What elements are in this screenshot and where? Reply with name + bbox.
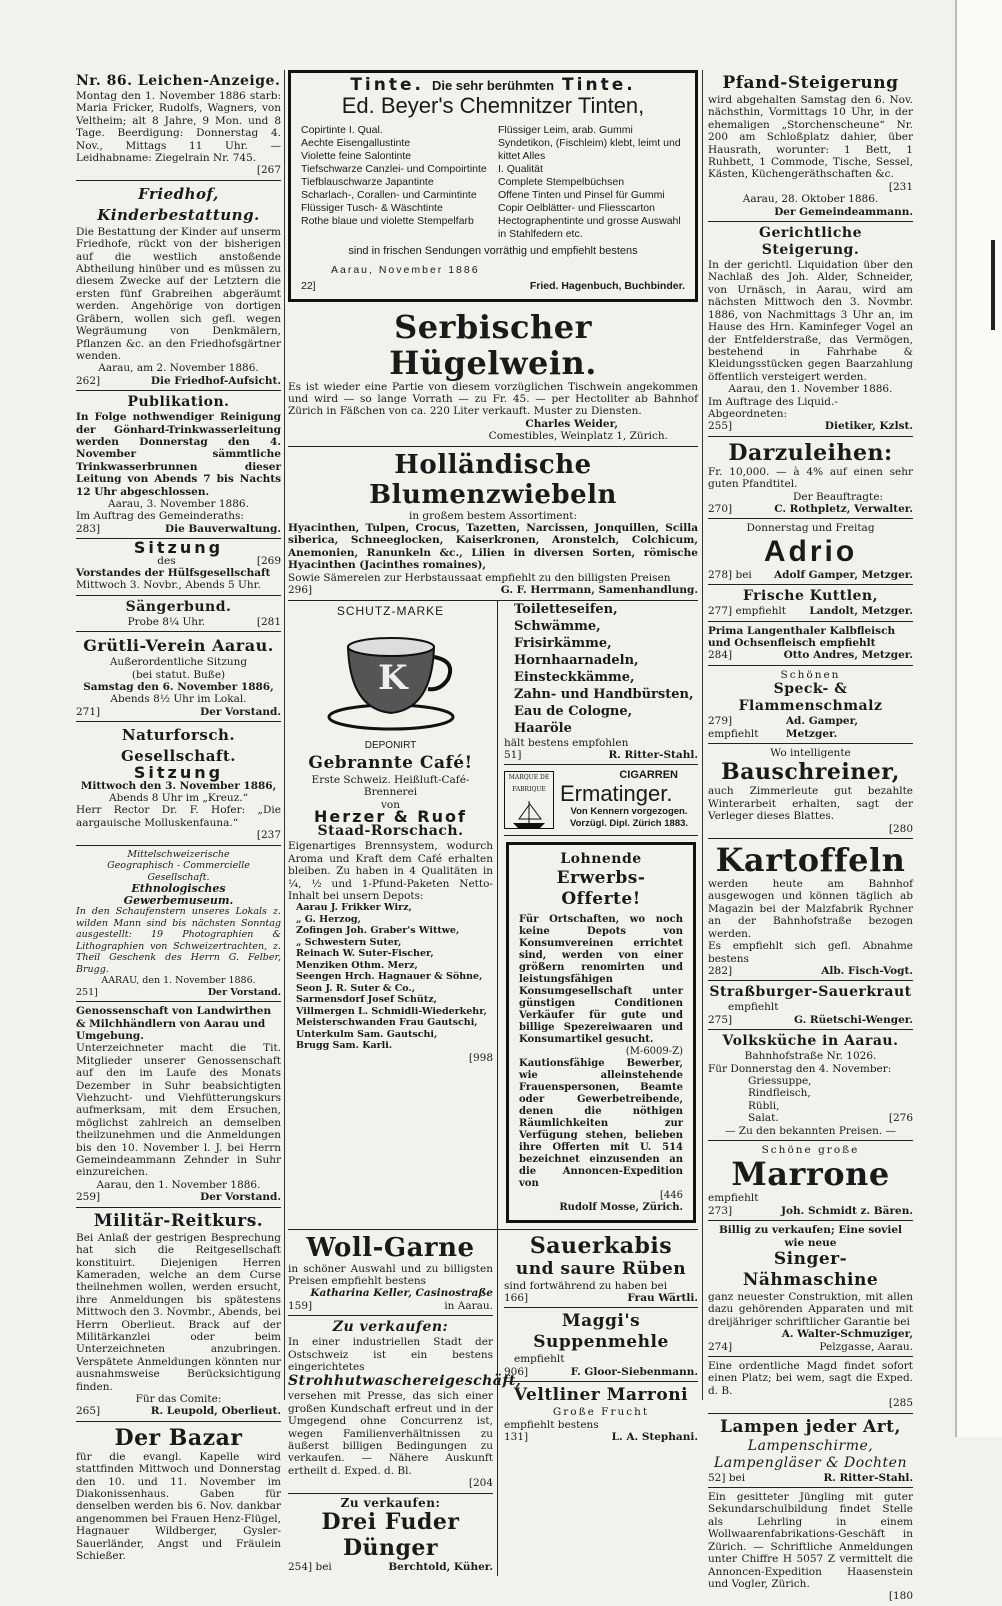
singer-sig: A. Walter-Schmuziger, — [781, 1328, 913, 1341]
museum-num: 251] — [76, 986, 98, 998]
publikation-title: Publikation. — [127, 394, 230, 411]
speck-pre: Schönen — [780, 668, 841, 681]
marrone-pre: Schöne große — [761, 1143, 860, 1156]
veltliner-line1: Große Frucht — [552, 1406, 650, 1419]
pfand-date: Aarau, 28. Oktober 1886. — [742, 193, 879, 206]
genossenschaft-num: 259] — [76, 1191, 101, 1204]
ad-kartoffeln — [708, 839, 913, 981]
ad-publikation — [76, 391, 281, 539]
bauschreiner-title: Bauschreiner, — [721, 759, 900, 786]
kalbfleisch-text: Prima Langenthaler Kalbfleisch und Ochsenfleisch empfiehlt — [708, 624, 896, 649]
ad-sitzung-huelfsgesellschaft — [76, 539, 281, 596]
depot-item: Seon J. R. Suter & Co., — [296, 982, 416, 994]
menu-item: Rübli, — [748, 1099, 780, 1112]
cafe-line2: von — [380, 798, 401, 811]
tinte-item: Tiefschwarze Canzlei- und Compoirtinte — [301, 163, 487, 176]
darlehen-sig: C. Rothpletz, Verwalter. — [774, 502, 913, 515]
lampen-title: Lampen jeder Art, — [720, 1416, 901, 1437]
depot-item: Unterkulm Sam. Gautschi, — [296, 1028, 438, 1040]
depot-item: Sarmensdorf Josef Schütz, — [296, 994, 437, 1006]
saenger-line: Probe 8¼ Uhr. — [127, 615, 206, 628]
genossenschaft-date: Aarau, den 1. November 1886. — [96, 1178, 261, 1191]
adrio-bei: bei — [735, 568, 752, 581]
tinte-item: Scharlach-, Corallen- und Carmintinte — [301, 189, 477, 202]
kuttlen-num: 277] — [708, 605, 733, 618]
blumen-line: in großem bestem Assortiment: — [408, 509, 578, 522]
tinte-item: Copir Oelblätter- und Fliesscarton — [498, 202, 655, 215]
publikation-sig: Die Bauverwaltung. — [164, 522, 281, 535]
leichen-text: Montag den 1. November 1886 starb: Maria Fricker, Rudolfs, Wagners, von Veltheim; alt 8 Jahre, 9 Mon. und 8 Tage. Beerdigung: Donnerstag 4. Nov., Mittags 11 Uhr. — Leidhabname: Ziegelrain Nr. 745. — [76, 90, 281, 165]
ad-gericht — [708, 222, 913, 437]
volkskueche-title: Volksküche in Aarau. — [722, 1033, 899, 1050]
sitzung1-line3: Mittwoch 3. Novbr., Abends 5 Uhr. — [76, 579, 261, 592]
cigarren-label: CIGARREN — [619, 769, 678, 782]
depot-item: Menziken Othm. Merz, — [296, 959, 418, 971]
toilette-item: Toiletteseifen, — [514, 601, 618, 617]
ad-kuttlen — [708, 585, 913, 621]
menu-item: Rindfleisch, — [748, 1087, 811, 1100]
schutzmarke-sub: DEPONIRT — [364, 740, 417, 752]
toilette-num: 51] — [504, 748, 522, 761]
singer-pre: Billig zu verkaufen; Eine soviel wie neue — [718, 1224, 903, 1249]
adrio-sig: Adolf Gamper, Metzger. — [774, 568, 913, 581]
tinte-sig: Fried. Hagenbuch, Buchbinder. — [529, 280, 685, 293]
ad-lohnende — [506, 842, 696, 1223]
ad-tinte — [288, 70, 698, 302]
militaer-comite: Für das Comite: — [135, 1392, 222, 1405]
kartoffeln-sig: Alb. Fisch-Vogt. — [821, 964, 913, 977]
volkskueche-num: [276 — [888, 1112, 913, 1125]
column-left — [76, 70, 281, 1565]
duenger-sig: Berchtold, Küher. — [388, 1561, 493, 1574]
friedhof-date: Aarau, am 2. November 1886. — [98, 362, 259, 375]
tinte-date: Aarau, November 1886 — [331, 263, 480, 276]
marrone-num: 273] — [708, 1204, 733, 1217]
leichen-title: Nr. 86. Leichen-Anzeige. — [76, 73, 281, 89]
ad-kalbfleisch — [708, 622, 913, 666]
tinte-item: Hectographentinte und grosse Auswahl in Stahlfedern etc. — [498, 215, 681, 241]
sauerkraut-num: 275] — [708, 1013, 733, 1026]
friedhof-text: Die Bestattung der Kinder auf unserm Friedhofe, rückt von der bisherigen auf die westlich anstoßende Abtheilung hinüber und es müssen zu diesem Zwecke auf der Letztern die ersten fünf Grabreihen abgeräumt werden. Angehörige von dortigen Gräbern, wollen sich gefl. wegen Wegräumung von Denkmälern, Pflanzen &c. an den Friedhofsgärtner wenden. — [76, 225, 281, 362]
friedhof-title: Friedhof, Kinderbestattung. — [97, 184, 260, 224]
ad-naturforsch — [76, 722, 281, 845]
ad-sauerkraut — [708, 981, 913, 1030]
ad-speck — [708, 666, 913, 744]
magd-num: [285 — [888, 1397, 913, 1410]
ad-gruetli — [76, 632, 281, 722]
verkaufen-title: Zu verkaufen: — [332, 1319, 449, 1336]
ad-toilette — [504, 601, 698, 766]
depot-item: Meisterschwanden Frau Gautschi, — [296, 1017, 478, 1029]
museum-title: Ethnologisches Gewerbemuseum. — [123, 882, 234, 907]
cafe-num: [998 — [468, 1051, 493, 1064]
publikation-auftrag: Im Auftrag des Gemeinderaths: — [76, 510, 244, 523]
pfand-title: Pfand-Steigerung — [722, 73, 899, 93]
ad-maggi — [504, 1308, 698, 1382]
blumen-text2: Sowie Sämereien zur Herbstaussaat empfiehlt zu den billigsten Preisen — [288, 571, 671, 584]
schutzmarke-label: SCHUTZ-MARKE — [336, 603, 445, 618]
gruetli-line3: Samstag den 6. November 1886, — [83, 681, 274, 694]
kuttlen-title: Frische Kuttlen, — [742, 588, 878, 605]
cafe-place: Staad-Rorschach. — [317, 823, 464, 840]
kalbfleisch-num: 284] — [708, 649, 733, 662]
lohnende-title1: Lohnende — [560, 850, 642, 867]
tinte-item: Flüssiger Leim, arab. Gummi — [498, 124, 633, 137]
toilette-items — [504, 601, 698, 737]
tinte-item: Tiefblauschwarze Japantinte — [301, 176, 434, 189]
bazar-text: für die evangl. Kapelle wird stattfinden Mittwoch und Donnerstag den 10. und 11. November im Diakonissenhaus. Gaben für denselben werden bis 6. Nov. dankbar angenommen bei Frauen Henz-Flügel, Hagnauer Wildberger, Gysler-Sauerländer, Angst und Fräulein Schießer. — [76, 1450, 281, 1563]
toilette-line: hält bestens empfohlen — [504, 736, 629, 749]
tinte-item: Syndetikon, (Fischleim) klebt, leimt und kittet Alles — [498, 137, 681, 163]
singer-title: Singer-Nähmaschine — [742, 1249, 879, 1290]
serbisch-text: Es ist wieder eine Partie von diesem vorzüglichen Tischwein angekommen und wird — so lange Vorrath — zu Fr. 45. — per Hectoliter ab Bahnhof Zürich in Fäßchen von ca. 220 Liter verkauft. Muster zu Diensten. — [288, 380, 698, 418]
depot-item: Zofingen Joh. Graber's Wittwe, — [296, 925, 460, 937]
bauschreiner-pre: Wo intelligente — [770, 747, 851, 760]
friedhof-sig: Die Friedhof-Aufsicht. — [150, 374, 281, 387]
coffee-cup-logo — [316, 617, 466, 737]
tinte-item: Complete Stempelbüchsen — [498, 176, 625, 189]
sauerkabis-line: sind fortwährend zu haben bei — [504, 1279, 668, 1292]
darlehen-title: Darzuleihen: — [728, 439, 893, 466]
lehrling-num: [180 — [888, 1590, 913, 1603]
genossenschaft-title: Genossenschaft von Landwirthen & Milchhändlern von Aarau und Umgebung. — [76, 1005, 272, 1042]
cigarren-marque — [504, 771, 554, 829]
gericht-sig: Dietiker, Kzlst. — [824, 420, 913, 433]
ad-veltliner — [504, 1382, 698, 1446]
gruetli-title: Grütli-Verein Aarau. — [83, 636, 274, 656]
toilette-item: Schwämme, — [514, 618, 601, 634]
cafe-title: Gebrannte Café! — [308, 752, 473, 773]
tinte-left-list — [301, 124, 488, 241]
ad-singer — [708, 1221, 913, 1357]
gericht-auftrag: Im Auftrage des Liquid.-Abgeordneten: — [708, 395, 838, 420]
sauerkabis-title1: Sauerkabis — [529, 1232, 673, 1259]
verkaufen-num: [204 — [468, 1477, 493, 1490]
cafe-firm: Herzer & Ruof — [314, 806, 467, 826]
duenger-big: Drei Fuder Dünger — [321, 1509, 460, 1562]
naturforsch-title: Naturforsch. Gesellschaft. — [120, 726, 237, 766]
adrio-title: Adrio — [763, 534, 858, 568]
speck-num: 279] — [708, 715, 733, 728]
sauerkraut-line: empfiehlt — [728, 1001, 779, 1014]
naturforsch-num: [237 — [256, 829, 281, 842]
edge-mark — [991, 300, 995, 330]
maggi-line: empfiehlt — [514, 1353, 565, 1366]
tinte-title-mid: Die sehr berühmten — [431, 78, 555, 93]
blumen-num: 296] — [288, 584, 313, 597]
magd-text: Eine ordentliche Magd findet sofort einen Platz; bei wem, sagt die Exped. d. B. — [708, 1360, 913, 1397]
singer-place: Pelzgasse, Aarau. — [819, 1340, 913, 1353]
menu-item: Griessuppe, — [748, 1074, 812, 1087]
verkaufen-text: versehen mit Presse, das sich einer großen Kundschaft erfreut und in der Umgegend ohne Concurrenz ist, wegen Familienverhältnissen zu äußerst billigen Bedingungen zu verkaufen. — Nähere Auskunft ertheilt d. Exped. d. Bl. — [288, 1390, 493, 1477]
museum-text: In den Schaufenstern unseres Lokals z. wilden Mann sind bis nächsten Sonntag ausgestellt: 19 Photographien & Lithographien von Schweizertrachten, z. Theil Geschenk des Herrn G. Felber, Brugg. — [76, 906, 281, 975]
toilette-item: Einsteckkämme, — [514, 669, 635, 685]
speck-sig: Ad. Gamper, Metzger. — [785, 715, 859, 740]
ad-adrio — [708, 519, 913, 585]
ad-wolle — [288, 1230, 493, 1317]
cigarren-name: Ermatinger. — [560, 780, 673, 806]
veltliner-sig: L. A. Stephani. — [611, 1430, 698, 1443]
naturforsch-line1: Mittwoch den 3. November 1886, — [80, 779, 277, 792]
sitzung1-line1: des — [157, 554, 176, 567]
toilette-item: Frisirkämme, — [514, 635, 612, 651]
tinte-num: 22] — [301, 280, 316, 293]
tinte-title-right: Tinte. — [562, 75, 636, 95]
museum-line1: Mittelschweizerische — [127, 848, 230, 860]
gericht-date: Aarau, den 1. November 1886. — [728, 383, 893, 396]
toilette-item: Eau de Cologne, — [514, 703, 633, 719]
volkskueche-line1: Bahnhofstraße Nr. 1026. — [744, 1050, 877, 1063]
cigarren-marque-label: MARQUE DE FABRIQUE — [508, 773, 550, 794]
col2-right-sub — [498, 601, 698, 1229]
verkaufen-big: Strohhutwaschereigeschäft, — [288, 1373, 522, 1390]
tinte-item: Offene Tinten und Pinsel für Gummi — [498, 189, 665, 202]
sauerkabis-title2: und saure Rüben — [515, 1258, 687, 1279]
darlehen-auftrag: Der Beauftragte: — [792, 490, 883, 503]
svg-text:K: K — [377, 657, 408, 698]
column-rule — [702, 70, 703, 1400]
blumen-text: Hyacinthen, Tulpen, Crocus, Tazetten, Narcissen, Jonquillen, Scilla siberica, Schneeglocken, Kaiserkronen, Aronstelch, Colchicum, Anemonien, Ranunkeln &c., Lilien in diversen Sorten, römische Hyacinthen (Jacinthes romaines), — [288, 522, 698, 572]
maggi-num: 906] — [504, 1365, 529, 1378]
duenger-title: Zu verkaufen: — [340, 1495, 441, 1510]
militaer-sig: R. Leupold, Oberlieut. — [150, 1405, 281, 1418]
ad-bauschreiner — [708, 744, 913, 839]
darlehen-text: Fr. 10,000. — à 4% auf einen sehr guten Pfandtitel. — [708, 465, 913, 491]
kalbfleisch-sig: Otto Andres, Metzger. — [783, 649, 913, 662]
bauschreiner-num: [280 — [888, 822, 913, 835]
kuttlen-sig: Landolt, Metzger. — [809, 605, 913, 618]
lohnende-sig: Rudolf Mosse, Zürich. — [559, 1201, 683, 1213]
lohnende-num: [446 — [660, 1189, 683, 1201]
adrio-line: Donnerstag und Freitag — [746, 522, 875, 535]
saenger-title: Sängerbund. — [125, 598, 232, 615]
naturforsch-sitzung: Sitzung — [133, 763, 224, 783]
depot-item: „ Schwestern Suter, — [296, 936, 402, 948]
lampen-line2: Lampengläser & Dochten — [714, 1454, 907, 1471]
ad-duenger — [288, 1494, 493, 1577]
pfand-num: [231 — [888, 180, 913, 193]
tinte-right-list — [498, 124, 685, 241]
museum-date: AARAU, den 1. November 1886. — [101, 975, 256, 987]
gruetli-line2: (bei statut. Buße) — [131, 668, 226, 681]
lampen-line1: Lampenschirme, — [747, 1437, 874, 1454]
publikation-date: Aarau, 3. November 1886. — [108, 497, 249, 510]
naturforsch-line2: Abends 8 Uhr im „Kreuz.“ — [109, 792, 248, 805]
lohnende-text2: Kautionsfähige Bewerber, wie alleinstehende Frauenspersonen, Beamte oder Gewerbetreibende, denen die nöthigen Räumlichkeiten zur Verfügung stehen, belieben ihre Offerten mit U. 514 bezeichnet einzusenden an die Annoncen-Expedition von — [519, 1057, 683, 1189]
gericht-num: 255] — [708, 420, 733, 433]
marrone-line: empfiehlt — [708, 1192, 759, 1205]
wolle-title: Woll-Garne — [306, 1232, 475, 1263]
lohnende-code: (M-6009-Z) — [625, 1045, 683, 1057]
wolle-sig: Katharina Keller, Casinostraße — [310, 1287, 493, 1300]
kartoffeln-text2: Es empfiehlt sich gefl. Abnahme bestens — [708, 940, 913, 965]
ad-pfand — [708, 70, 913, 222]
depot-item: Reinach W. Suter-Fischer, — [296, 948, 434, 960]
kartoffeln-text: werden heute am Bahnhof ausgewogen und können täglich ab Magazin bei der Malzfabrik Rychner an der Bahnhofstraße bezogen werden. — [708, 878, 913, 940]
cafe-text: Eigenartiges Brennsystem, wodurch Aroma und Kraft dem Café erhalten bleiben. Zu haben in 4 Qualitäten in ¼, ½ und 1-Pfund-Paketen Netto-Inhalt bei unsern Depots: — [288, 840, 493, 902]
lohnende-title2: Erwerbs-Offerte! — [556, 867, 646, 909]
sauerkraut-sig: G. Rüetschi-Wenger. — [793, 1013, 913, 1026]
adjacent-page-edge — [955, 0, 1002, 1437]
pfand-text: wird abgehalten Samstag den 6. Nov. nächsthin, Vormittags 10 Uhr, in der ehemaligen „Storchenscheune“ Nr. 200 am Schloßplatz dahier, über Hausrath, worunter: 1 Bett, 1 Ruhbett, 1 Commode, Tische, Sessel, Kästen, Küchengeräthschaften &c. — [708, 94, 913, 181]
gruetli-line1: Außerordentliche Sitzung — [109, 656, 248, 669]
cafe-line1: Erste Schweiz. Heißluft-Café-Brennerei — [311, 773, 470, 799]
column-rule — [284, 70, 285, 1400]
ad-bazar — [76, 1422, 281, 1566]
gericht-text: In der gerichtl. Liquidation über den Nachlaß des Joh. Alder, Schneider, von Urnäsch, in Aarau, wird am nächsten Mittwoch den 3. Novmbr. 1886, von Nachmittags 3 Uhr an, im Hause des Hrn. Kaminfeger Vogel an der Entfelderstraße, das Vermögen, bestehend in Fahrhabe & Kleidungsstücken gegen Baarzahlung öffentlich versteigert werden. — [708, 259, 913, 383]
ad-lehrling — [708, 1488, 913, 1606]
kartoffeln-title: Kartoffeln — [715, 841, 906, 880]
leichen-num: [267 — [256, 164, 281, 177]
serbisch-title: Serbischer Hügelwein. — [389, 307, 597, 382]
depot-item: Villmergen L. Schmidli-Wiederkehr, — [296, 1005, 487, 1017]
tinte-item: Copirtinte I. Qual. — [301, 124, 383, 137]
veltliner-num: 131] — [504, 1430, 529, 1443]
ad-lampen — [708, 1414, 913, 1488]
cafe-depots — [288, 902, 493, 1052]
sitzung1-title: Sitzung — [133, 538, 224, 558]
speck-title: Speck- & Flammenschmalz — [738, 681, 883, 715]
wolle-text: in schöner Auswahl und zu billigsten Preisen empfiehlt bestens — [288, 1262, 493, 1287]
speck-line: empfiehlt — [708, 727, 759, 740]
publikation-num: 283] — [76, 522, 101, 535]
blumen-title: Holländische Blumenzwiebeln — [369, 449, 617, 510]
singer-text: ganz neuester Construktion, mit allen dazu gehörenden Apparaten und mit dreijähriger schriftlicher Garantie bei — [708, 1291, 913, 1328]
tinte-title-left: Tinte. — [350, 75, 424, 95]
friedhof-num: 262] — [76, 374, 101, 387]
cigarren-line1: Von Kennern vorgezogen. — [570, 805, 688, 817]
blumen-sig: G. F. Herrmann, Samenhandlung. — [500, 584, 698, 597]
genossenschaft-sig: Der Vorstand. — [200, 1191, 281, 1204]
veltliner-title: Veltliner Marroni — [513, 1385, 689, 1406]
ad-saengerbund — [76, 596, 281, 632]
volkskueche-line3: — Zu den bekannten Preisen. — — [724, 1124, 897, 1137]
ad-serbisch — [288, 306, 698, 447]
museum-sig: Der Vorstand. — [207, 986, 281, 998]
marrone-title: Marrone — [731, 1155, 890, 1194]
sitzung1-line2: Vorstandes der Hülfsgesellschaft — [76, 567, 271, 579]
gericht-title: Gerichtliche Steigerung. — [759, 225, 862, 259]
maggi-sig: F. Gloor-Siebenmann. — [570, 1365, 698, 1378]
ad-museum — [76, 846, 281, 1003]
sauerkabis-sig: Frau Wärtli. — [627, 1291, 698, 1304]
duenger-line: bei — [315, 1561, 332, 1574]
sauerkraut-title: Straßburger-Sauerkraut — [709, 984, 912, 1001]
tinte-item: Flüssiger Tusch- & Wäschtinte — [301, 202, 443, 215]
edge-mark — [991, 240, 995, 300]
tinte-item: I. Qualität — [498, 163, 543, 176]
sauerkabis-num: 166] — [504, 1291, 529, 1304]
bauschreiner-text: auch Zimmerleute gut bezahlte Winterarbeit erhalten, sagt der Verleger dieses Blattes. — [708, 785, 913, 823]
ad-sauerkabis — [504, 1230, 698, 1309]
singer-num: 274] — [708, 1340, 733, 1353]
serbisch-sig2: Comestibles, Weinplatz 1, Zürich. — [488, 430, 668, 443]
tinte-item: Rothe blaue und violette Stempelfarb — [301, 215, 474, 228]
wolle-line: in Aarau. — [444, 1299, 493, 1312]
lehrling-text: Ein gesitteter Jüngling mit guter Sekundarschulbildung findet Stelle als Lehrling in einem Wollwaarenfabrikations-Geschäft in Zürich. — Schriftliche Anmeldungen unter Chiffre H 5057 Z vermittelt die Annoncen-Expedition Haasenstein und Vogler, Zürich. — [708, 1491, 913, 1590]
volkskueche-items — [708, 1075, 812, 1125]
depot-item: Seengen Hrch. Hagnauer & Söhne, — [296, 971, 483, 983]
lampen-sig: R. Ritter-Stahl. — [823, 1471, 913, 1484]
militaer-text: Bei Anlaß der gestrigen Besprechung hat sich die Reitgesellschaft konstituirt. Diejenigen Herren Kameraden, welche an dem Curse theilnehmen wollen, werden ersucht, ihre Anmeldungen bis spätestens Mittwoch den 3. Novmbr., Abends, bei Herrn Oberlieut. Brack auf der Militärkanzlei oder beim Unterzeichneten anzubringen. Verspätete Anmeldungen könnten nur ausnahmsweise Berücksichtigung finden. — [76, 1231, 281, 1393]
gruetli-num: 271] — [76, 705, 101, 718]
menu-item: Salat. — [748, 1112, 779, 1125]
ad-magd — [708, 1357, 913, 1414]
ad-friedhof — [76, 181, 281, 391]
ad-cigarren — [504, 765, 698, 835]
schutzmarke — [288, 601, 493, 753]
duenger-num: 254] — [288, 1561, 313, 1574]
ad-cafe — [288, 601, 498, 1229]
maggi-title: Maggi's Suppenmehle — [533, 1311, 669, 1353]
museum-line2: Geographisch - Commercielle Gesellschaft. — [107, 860, 250, 883]
marrone-sig: Joh. Schmidt z. Bären. — [781, 1204, 913, 1217]
adrio-num: 278] — [708, 568, 733, 581]
tinte-item: Aechte Eisengallustinte — [301, 137, 411, 150]
bazar-title: Der Bazar — [114, 1424, 243, 1451]
volkskueche-line2: Für Donnerstag den 4. November: — [708, 1062, 892, 1075]
tinte-heading: Ed. Beyer's Chemnitzer Tinten, — [341, 93, 645, 119]
row-cafe-toilette — [288, 601, 698, 1230]
toilette-item: Zahn- und Handbürsten, — [514, 686, 694, 702]
column-middle — [288, 70, 698, 1576]
ad-militaer — [76, 1208, 281, 1422]
toilette-item: Haaröle — [514, 720, 572, 736]
row-bottom-middle — [288, 1230, 698, 1577]
depot-item: Aarau J. Frikker Wirz, — [296, 902, 412, 914]
saenger-num: [281 — [256, 615, 281, 628]
ship-icon — [509, 797, 549, 833]
lampen-num: 52] — [708, 1471, 726, 1484]
column-right — [708, 70, 913, 1606]
gruetli-sig: Der Vorstand. — [200, 705, 281, 718]
darlehen-num: 270] — [708, 502, 733, 515]
ad-genossenschaft — [76, 1002, 281, 1208]
ad-leichen — [76, 70, 281, 181]
militaer-title: Militär-Reitkurs. — [93, 1210, 264, 1231]
toilette-item: Hornhaarnadeln, — [514, 652, 639, 668]
ad-blumen — [288, 447, 698, 601]
tinte-item: Violette feine Salontinte — [301, 150, 412, 163]
veltliner-line2: empfiehlt bestens — [504, 1418, 599, 1431]
wolle-num: 159] — [288, 1299, 313, 1312]
lampen-bei: bei — [728, 1471, 746, 1484]
tinte-footer: sind in frischen Sendungen vorräthig und empfiehlt bestens — [348, 245, 638, 258]
gruetli-line4: Abends 8½ Uhr im Lokal. — [110, 693, 247, 706]
kuttlen-line: empfiehlt — [735, 605, 786, 618]
ad-volkskueche — [708, 1030, 913, 1141]
depot-item: Brugg Sam. Karli. — [296, 1040, 393, 1052]
kartoffeln-num: 282] — [708, 964, 733, 977]
lohnende-text: Für Ortschaften, wo noch keine Depots von Konsumvereinen errichtet sind, werden von einer größern renomirten und leistungsfähigen Konsumgesellschaft unter günstigen Conditionen Verkäufer für gute und billige Spezereiwaaren und Konsumartikel gesucht. — [519, 913, 683, 1045]
ad-darlehen — [708, 437, 913, 520]
naturforsch-text: Herr Rector Dr. F. Hofer: „Die aargauische Molluskenfauna.“ — [76, 804, 281, 829]
militaer-num: 265] — [76, 1405, 101, 1418]
cigarren-line2: Vorzügl. Dipl. Zürich 1883. — [569, 818, 689, 830]
genossenschaft-text: Unterzeichneter macht die Tit. Mitglieder unserer Genossenschaft auf den im Laufe des Monats Dezember in Suhr beabsichtigten Viehzucht- und Viehfütterungskurs aufmerksam, mit dem Ersuchen, möglichst zahlreich an demselben theilzunehmen und die Anmeldungen bis den 10. November l. J. bei Herrn Gemeindeammann Zehnder in Suhr einzureichen. — [76, 1042, 281, 1179]
serbisch-sig1: Charles Weider, — [525, 417, 618, 430]
verkaufen-line: In einer industriellen Stadt der Ostschweiz ist ein bestens eingerichtetes — [288, 1336, 493, 1373]
depot-item: „ G. Herzog, — [296, 913, 361, 925]
pfand-sig: Der Gemeindeammann. — [774, 205, 913, 218]
col2-bottom-right — [498, 1230, 698, 1577]
sitzung1-num: [269 — [256, 554, 281, 567]
toilette-sig: R. Ritter-Stahl. — [608, 748, 698, 761]
ad-marrone — [708, 1141, 913, 1221]
publikation-text: In Folge nothwendiger Reinigung der Gönhard-Trinkwasserleitung werden Donnerstag den 4. November sämmtliche Trinkwasserbrunnen dieser Leitung von Abends 7 bis Nachts 12 Uhr abgeschlossen. — [76, 411, 281, 498]
